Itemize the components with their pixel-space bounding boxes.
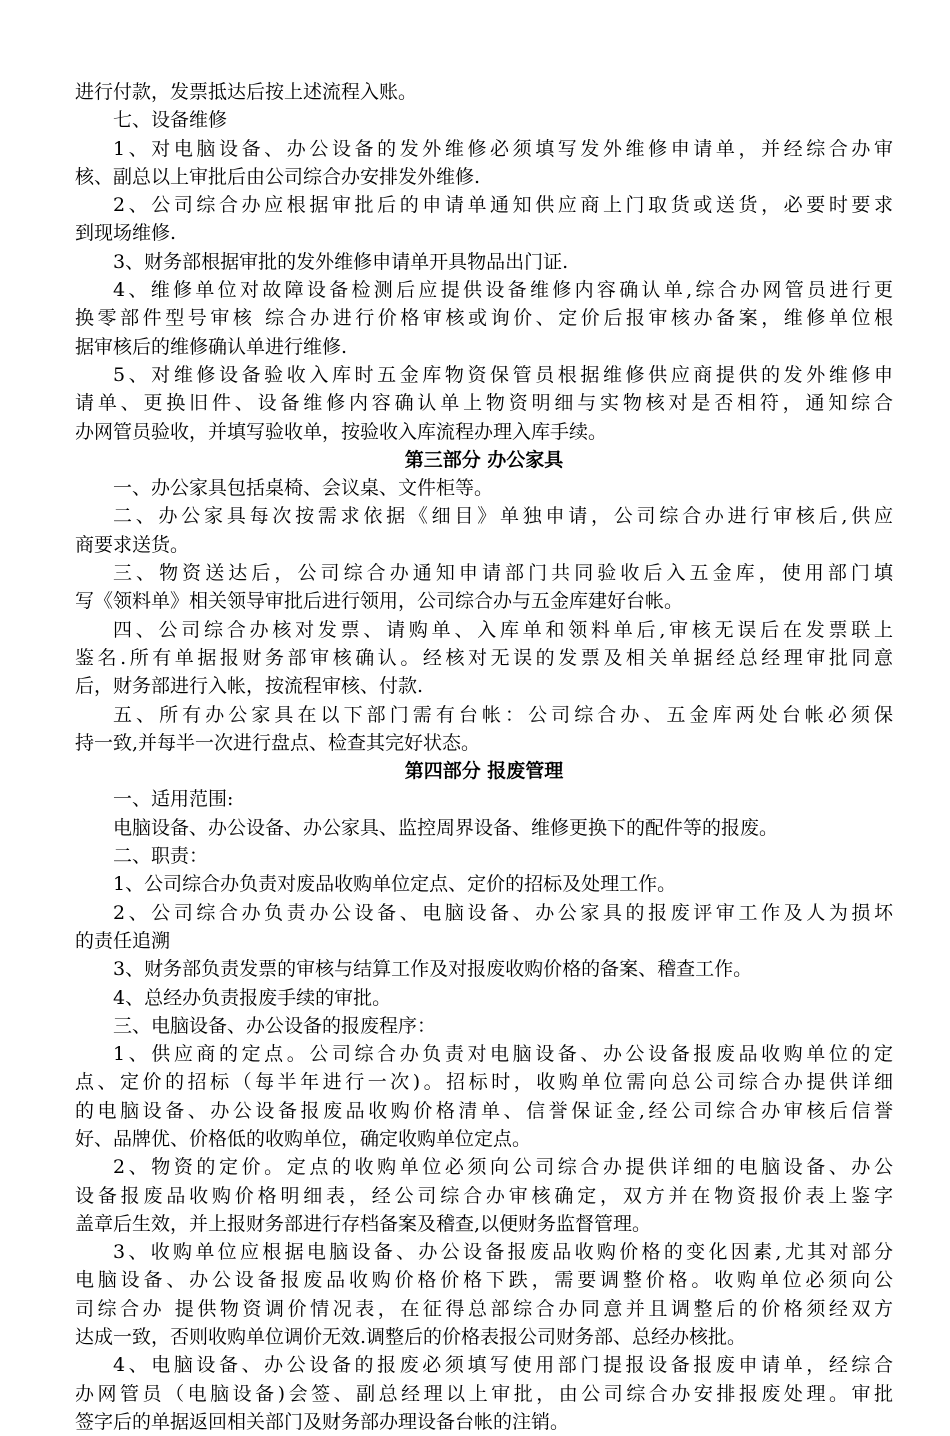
text-line: 据审核后的维修确认单进行维修. (75, 335, 348, 358)
section-heading: 第三部分 办公家具 (404, 448, 564, 471)
text-line: 3、财务部根据审批的发外维修申请单开具物品出门证. (113, 250, 569, 273)
text-line: 5、对维修设备验收入库时五金库物资保管员根据维修供应商提供的发外维修申 (113, 363, 893, 386)
text-line: 办网管员（电脑设备)会签、副总经理以上审批，由公司综合办安排报废处理。审批 (75, 1382, 893, 1405)
text-line: 1、公司综合办负责对废品收购单位定点、定价的招标及处理工作。 (113, 873, 677, 896)
text-line: 一、办公家具包括桌椅、会议桌、文件柜等。 (113, 477, 494, 500)
text-line: 2、物资的定价。定点的收购单位必须向公司综合办提供详细的电脑设备、办公 (113, 1156, 893, 1179)
text-line: 请单、更换旧件、设备维修内容确认单上物资明细与实物核对是否相符，通知综合 (75, 392, 893, 415)
text-line: 核、副总以上审批后由公司综合办安排发外维修. (75, 165, 481, 188)
text-line: 好、品牌优、价格低的收购单位，确定收购单位定点。 (75, 1127, 532, 1150)
text-line: 4、总经办负责报废手续的审批。 (113, 986, 392, 1009)
text-line: 后，财务部进行入帐，按流程审核、付款. (75, 675, 424, 698)
text-line: 电脑设备、办公设备、办公家具、监控周界设备、维修更换下的配件等的报废。 (113, 816, 779, 839)
text-line: 3、收购单位应根据电脑设备、办公设备报废品收购价格的变化因素,尤其对部分 (113, 1241, 893, 1264)
text-line: 七、设备维修 (113, 109, 228, 132)
text-line: 达成一致，否则收购单位调价无效.调整后的价格表报公司财务部、总经办核批。 (75, 1326, 747, 1349)
document-page (75, 78, 893, 1436)
text-line: 盖章后生效，并上报财务部进行存档备案及稽查,以便财务监督管理。 (75, 1212, 652, 1235)
text-line: 进行付款，发票抵达后按上述流程入账。 (75, 81, 418, 103)
text-line: 二、职责： (113, 845, 209, 868)
text-line: 的电脑设备、办公设备报废品收购价格清单、信誉保证金,经公司综合办审核后信誉 (75, 1099, 893, 1122)
text-line: 的责任追溯 (75, 929, 171, 952)
text-line: 办网管员验收，并填写验收单，按验收入库流程办理入库手续。 (75, 420, 608, 443)
text-line: 4、电脑设备、办公设备的报废必须填写使用部门提报设备报废申请单，经综合 (113, 1354, 893, 1377)
text-line: 签字后的单据返回相关部门及财务部办理设备台帐的注销。 (75, 1410, 570, 1433)
text-line: 司综合办 提供物资调价情况表，在征得总部综合办同意并且调整后的价格须经双方 (75, 1297, 893, 1320)
text-line: 三、物资送达后，公司综合办通知申请部门共同验收后入五金库，使用部门填 (113, 562, 893, 585)
text-line: 设备报废品收购价格明细表，经公司综合办审核确定，双方并在物资报价表上鉴字 (75, 1184, 893, 1207)
text-line: 商要求送货。 (75, 533, 190, 556)
text-line: 鉴名.所有单据报财务部审核确认。经核对无误的发票及相关单据经总经理审批同意 (75, 646, 893, 669)
text-line: 二、办公家具每次按需求依据《细目》单独申请，公司综合办进行审核后,供应 (113, 505, 893, 528)
text-line: 持一致,并每半一次进行盘点、检查其完好状态。 (75, 731, 481, 754)
text-line: 点、定价的招标（每半年进行一次)。招标时，收购单位需向总公司综合办提供详细 (75, 1071, 893, 1094)
text-line: 写《领料单》相关领导审批后进行领用，公司综合办与五金库建好台帐。 (75, 590, 684, 613)
text-line: 换零部件型号审核 综合办进行价格审核或询价、定价后报审核办备案，维修单位根 (75, 307, 893, 330)
text-line: 1、供应商的定点。公司综合办负责对电脑设备、办公设备报废品收购单位的定 (113, 1043, 893, 1066)
text-line: 三、电脑设备、办公设备的报废程序： (113, 1014, 437, 1037)
section-heading: 第四部分 报废管理 (404, 760, 564, 783)
text-line: 1、对电脑设备、办公设备的发外维修必须填写发外维修申请单，并经综合办审 (113, 137, 893, 160)
text-line: 到现场维修. (75, 222, 177, 245)
text-line: 一、适用范围: (113, 788, 234, 811)
text-line: 2、公司综合办负责办公设备、电脑设备、办公家具的报废评审工作及人为损坏 (113, 901, 893, 924)
text-line: 2、公司综合办应根据审批后的申请单通知供应商上门取货或送货，必要时要求 (113, 194, 893, 217)
text-line: 五、所有办公家具在以下部门需有台帐：公司综合办、五金库两处台帐必须保 (113, 703, 893, 726)
text-line: 3、财务部负责发票的审核与结算工作及对报废收购价格的备案、稽查工作。 (113, 958, 753, 981)
text-line: 电脑设备、办公设备报废品收购价格价格下跌，需要调整价格。收购单位必须向公 (75, 1269, 893, 1292)
text-line: 四、公司综合办核对发票、请购单、入库单和领料单后,审核无误后在发票联上 (113, 618, 893, 641)
text-line: 4、维修单位对故障设备检测后应提供设备维修内容确认单,综合办网管员进行更 (113, 279, 893, 302)
